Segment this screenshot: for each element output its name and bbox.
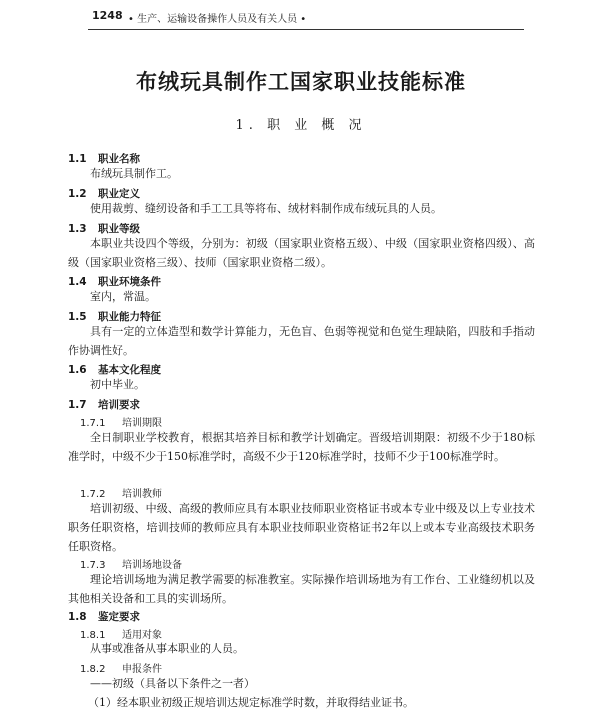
section-text-1-3: 本职业共设四个等级，分别为：初级（国家职业资格五级）、中级（国家职业资格四级）、高级（国家职业资格三级）、技师（国家职业资格二级）。 xyxy=(68,237,535,269)
section-heading-1-3: 1.3 职业等级 xyxy=(68,223,140,235)
section-text-1-4: 室内，常温。 xyxy=(90,290,156,303)
subsection-text-1-8-1: 从事或准备从事本职业的人员。 xyxy=(90,642,244,655)
running-header xyxy=(88,7,524,30)
section-heading-1-5: 1.5 职业能力特征 xyxy=(68,311,161,323)
chapter-heading: 1. 职 业 概 况 xyxy=(235,118,367,133)
subsection-sub-1-8-2: ——初级（具备以下条件之一者） xyxy=(90,677,255,690)
section-text-1-5: 具有一定的立体造型和数学计算能力，无色盲、色弱等视觉和色觉生理缺陷，四肢和手指动作协调性好。 xyxy=(68,325,535,357)
subsection-item-1-8-2-1: （1）经本职业初级正规培训达规定标准学时数，并取得结业证书。 xyxy=(88,696,414,709)
subsection-heading-1-7-1: 1.7.1 培训期限 xyxy=(80,418,162,429)
subsection-heading-1-8-1: 1.8.1 适用对象 xyxy=(80,630,162,641)
subsection-text-1-7-3: 理论培训场地为满足教学需要的标准教室。实际操作培训场地为有工作台、工业缝纫机以及其他相关设备和工具的实训场所。 xyxy=(68,573,535,605)
subsection-heading-1-7-3: 1.7.3 培训场地设备 xyxy=(80,560,182,571)
subsection-heading-1-8-2: 1.8.2 申报条件 xyxy=(80,664,162,675)
section-text-1-1: 布绒玩具制作工。 xyxy=(90,167,178,180)
subsection-heading-1-7-2: 1.7.2 培训教师 xyxy=(80,489,162,500)
section-heading-1-2: 1.2 职业定义 xyxy=(68,188,140,200)
section-heading-1-7: 1.7 培训要求 xyxy=(68,399,140,411)
section-heading-1-1: 1.1 职业名称 xyxy=(68,153,140,165)
section-heading-1-6: 1.6 基本文化程度 xyxy=(68,364,161,376)
document-title: 布绒玩具制作工国家职业技能标准 xyxy=(136,69,466,94)
page-number: 1248 xyxy=(92,9,123,22)
section-text-1-2: 使用裁剪、缝纫设备和手工工具等将布、绒材料制作成布绒玩具的人员。 xyxy=(90,202,442,215)
section-heading-1-8: 1.8 鉴定要求 xyxy=(68,611,140,623)
section-text-1-6: 初中毕业。 xyxy=(90,378,145,391)
subsection-text-1-7-2: 培训初级、中级、高级的教师应具有本职业技师职业资格证书或本专业中级及以上专业技术职务任职资格，培训技师的教师应具有本职业技师职业资格证书2年以上或本专业高级技术职务任职资格。 xyxy=(68,502,535,553)
running-head-text: • 生产、运输设备操作人员及有关人员 • xyxy=(128,14,307,25)
section-heading-1-4: 1.4 职业环境条件 xyxy=(68,276,161,288)
subsection-text-1-7-1: 全日制职业学校教育，根据其培养目标和教学计划确定。晋级培训期限：初级不少于180标准学时，中级不少于150标准学时，高级不少于120标准学时，技师不少于100标准学时。 xyxy=(68,431,535,463)
